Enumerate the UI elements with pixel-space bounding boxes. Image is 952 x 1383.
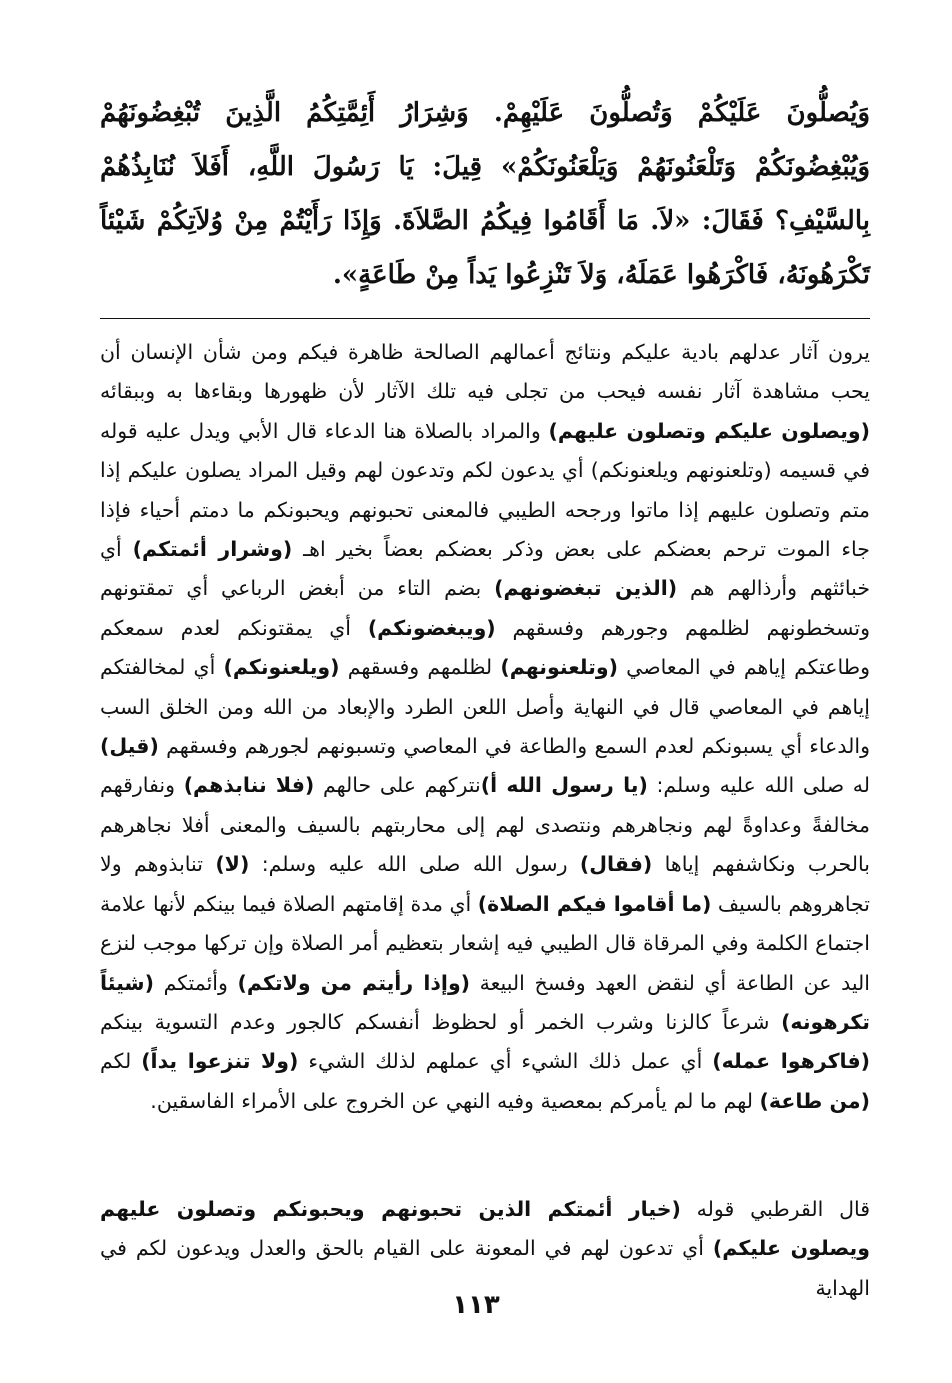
commentary-keyword: (وشرار أئمتكم) xyxy=(132,537,293,562)
commentary-text: أي لمخالفتكم إياهم في المعاصي قال في النهاية وأصل اللعن الطرد والإبعاد من الله ومن الخلق السب والدعاء أي يسبونكم لعدم السمع والطاعة في المعاصي وتسبونهم لجورهم وفسقهم xyxy=(100,655,870,759)
commentary-keyword: (ويصلون عليكم وتصلون عليهم) xyxy=(548,418,871,443)
commentary-keyword: (قيل) xyxy=(100,734,159,759)
footnote-separator xyxy=(100,318,870,319)
commentary-text: بضم التاء من أبغض الرباعي أي تمقتونهم وتسخطونهم لظلمهم وجورهم وفسقهم xyxy=(100,576,870,640)
hadith-block xyxy=(100,86,870,302)
commentary-keyword: (شيئاً تكرهونه) xyxy=(100,970,870,1034)
quote-text: قال القرطبي قوله xyxy=(680,1197,871,1221)
commentary-text: أي يمقتونكم لعدم سمعكم وطاعتكم إياهم في المعاصي xyxy=(100,615,870,680)
commentary-text: أي مدة إقامتهم الصلاة فيما بينكم لأنها علامة اجتماع الكلمة وفي المرقاة قال الطيبي فيه إشعار بتعظيم أمر الصلاة وإن تركها موجب لنزع اليد عن الطاعة أي لنقض العهد وفسخ البيعة xyxy=(100,891,870,995)
commentary-text: وأئمتكم xyxy=(153,970,238,995)
commentary-keyword: (ما أقاموا فيكم الصلاة) xyxy=(477,891,712,916)
commentary-keyword: (وإذا رأيتم من ولاتكم) xyxy=(237,970,471,995)
commentary-text: شرعاً كالزنا وشرب الخمر أو لحظوظ أنفسكم كالجور وعدم التسوية بينكم xyxy=(100,1009,782,1034)
commentary-paragraph xyxy=(100,333,870,1121)
commentary-text: يرون آثار عدلهم بادية عليكم ونتائج أعمالهم الصالحة ظاهرة فيكم ومن شأن الإنسان أن يحب مشاهدة آثار نفسه فيحب من تجلى فيه تلك الآثار لأن ظهورها وبقاءها به وببقائه xyxy=(100,340,870,404)
commentary-keyword: (ويبغضونكم) xyxy=(367,615,496,640)
commentary-text: ونفارقهم مخالفةً وعداوةً لهم ونجاهرهم ونتصدى لهم إلى محاربتهم بالسيف والمعنى أفلا نجاهرهم بالحرب ونكاشفهم إياها xyxy=(100,773,870,877)
commentary-keyword: (ولا تنزعوا يداً) xyxy=(141,1049,299,1074)
commentary-keyword: (وتلعنونهم) xyxy=(500,655,618,680)
commentary-keyword: (الذين تبغضونهم) xyxy=(494,576,678,601)
commentary-keyword: (من طاعة) xyxy=(759,1088,870,1113)
commentary-text: لهم ما لم يأمركم بمعصية وفيه النهي عن الخروج على الأمراء الفاسقين. xyxy=(150,1088,760,1113)
page-number: ١١٣ xyxy=(452,1290,500,1320)
hadith-text: وَيُصلُّونَ عَلَيْكُمْ وَتُصلُّونَ عَلَيْهِمْ. وَشِرَارُ أَئِمَّتِكُمُ الَّذِينَ تُبْغِضُونَهُمْ وَيُبْغِضُونَكُمْ وَتَلْعَنُونَهُمْ وَيَلْعَنُونَكُمْ» قِيلَ: يَا رَسُولَ اللَّهِ، أَفَلاَ نُنَابِذُهُمْ بِالسَّيْفِ؟ فَقَالَ: «لاَ. مَا أَقَامُوا فِيكُمُ الصَّلاَةَ. وَإِذَا رَأَيْتُمْ مِنْ وُلاَتِكُمْ شَيْئاً تَكْرَهُونَهُ، فَاكْرَهُوا عَمَلَهُ، وَلاَ تَنْزِعُوا يَداً مِنْ طَاعَةٍ». xyxy=(100,98,870,290)
commentary-keyword: (ويلعنونكم) xyxy=(223,655,340,680)
commentary-text: له صلى الله عليه وسلم: xyxy=(647,773,870,798)
quote-text: أي تدعون لهم في المعونة على القيام بالحق والعدل ويدعون لكم في الهداية xyxy=(100,1236,870,1300)
commentary-text: تنابذوهم ولا تجاهروهم بالسيف xyxy=(100,852,871,916)
commentary-keyword: (فلا ننابذهم) xyxy=(183,773,315,798)
commentary-keyword: (فاكرهوا عمله) xyxy=(712,1049,871,1074)
commentary-text: لظلمهم وفسقهم xyxy=(339,655,501,680)
commentary-text: نتركهم على حالهم xyxy=(314,773,481,798)
quote-keyword: (خيار أئمتكم الذين تحبونهم ويحبونكم وتصلون عليهم ويصلون عليكم) xyxy=(100,1197,870,1261)
commentary-text: أي خبائثهم وأرذالهم هم xyxy=(100,537,871,601)
commentary-text: والمراد بالصلاة هنا الدعاء قال الأبي ويدل عليه قوله في قسيمه (وتلعنونهم ويلعنونكم) أي يدعون لكم وتدعون لهم وقيل المراد يصلون عليكم إذا متم وتصلون عليهم إذا ماتوا ورجحه الطيبي فالمعنى تحبونهم ويحبونكم ما دمتم أحياء فإذا جاء الموت ترحم بعضكم على بعض وذكر بعضكم بعضاً بخير اهـ xyxy=(100,418,870,562)
commentary-text: لكم xyxy=(100,1049,142,1074)
commentary-keyword: (يا رسول الله أ) xyxy=(480,773,648,798)
commentary-keyword: (لا) xyxy=(215,852,250,877)
commentary-keyword: (فقال) xyxy=(579,852,653,877)
commentary-text: رسول الله صلى الله عليه وسلم: xyxy=(249,852,580,877)
commentary-text: أي عمل ذلك الشيء أي عملهم لذلك الشيء xyxy=(298,1049,713,1074)
